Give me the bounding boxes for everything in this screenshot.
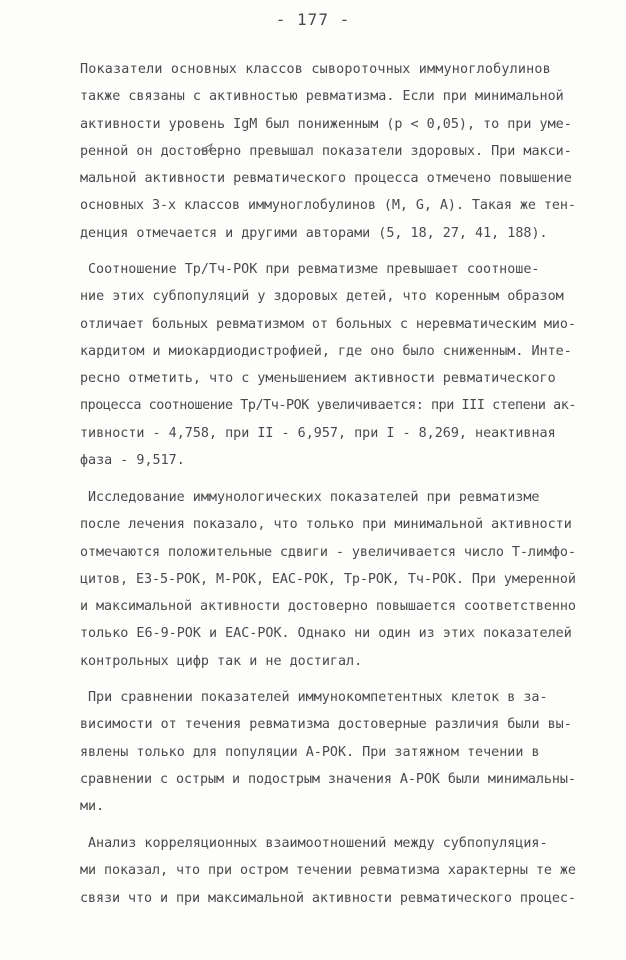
text-line: мальной активности ревматического процесса отмечено повышение <box>80 171 572 187</box>
text-line: отмечаются положительные сдвиги - увеличивается число Т-лимфо- <box>80 544 576 560</box>
pencil-mark-icon <box>200 142 214 152</box>
paragraph-4 <box>80 684 580 820</box>
text-line: активности уровень IgM был пониженным (p < 0,05), то при уме- <box>80 116 572 132</box>
paragraph-1 <box>80 56 580 247</box>
text-line: ние этих субпопуляций у здоровых детей, что коренным образом <box>80 289 564 305</box>
text-line: только Е6-9-РОК и ЕАС-РОК. Однако ни один из этих показателей <box>80 626 572 642</box>
text-line: Исследование иммунологических показателей при ревматизме <box>88 490 540 505</box>
text-line: явлены только для популяции А-РОК. При затяжном течении в <box>80 744 540 760</box>
text-line: фаза - 9,517. <box>80 453 185 469</box>
text-line: Анализ корреляционных взаимоотношений между субпопуляция- <box>88 836 548 851</box>
paragraph-5 <box>80 830 580 912</box>
text-line: также связаны с активностью ревматизма. Если при минимальной <box>80 89 564 105</box>
text-line: Соотношение Тр/Тч-РОК при ревматизме превышает соотноше- <box>88 262 540 277</box>
text-line: При сравнении показателей иммунокомпетентных клеток в за- <box>88 690 548 705</box>
text-line: висимости от течения ревматизма достоверные различия были вы- <box>80 717 572 733</box>
text-line: ми показал, что при остром течении ревматизма характерны те же <box>80 863 576 879</box>
text-line: ренной он достоверно превышал показатели здоровых. При макси- <box>80 143 572 159</box>
paragraph-3 <box>80 484 580 675</box>
text-line: связи что и при максимальной активности ревматического процес- <box>80 890 576 906</box>
text-line: тивности - 4,758, при II - 6,957, при I - 8,269, неактивная <box>80 425 556 441</box>
text-line: цитов, Е3-5-РОК, М-РОК, ЕАС-РОК, Тр-РОК, Тч-РОК. При умеренной <box>80 571 576 587</box>
text-line: контрольных цифр так и не достигал. <box>80 653 363 669</box>
text-line: процесса соотношение Тр/Тч-РОК увеличивается: при III степени ак- <box>80 398 577 414</box>
text-line: Показатели основных классов сывороточных иммуноглобулинов <box>80 62 551 77</box>
text-line: отличает больных ревматизмом от больных с неревматическим мио- <box>80 316 576 332</box>
text-line: кардитом и миокардиодистрофией, где оно было сниженным. Инте- <box>80 343 572 359</box>
text-line: ресно отметить, что с уменьшением активности ревматического <box>80 371 556 387</box>
page-number: - 177 - <box>275 10 351 29</box>
paragraph-2 <box>80 256 580 474</box>
text-line: денция отмечается и другими авторами (5, 18, 27, 41, 188). <box>80 225 548 241</box>
text-line: и максимальной активности достоверно повышается соответственно <box>80 599 576 615</box>
text-line: основных 3-х классов иммуноглобулинов (M, G, A). Такая же тен- <box>80 198 576 214</box>
text-line: после лечения показало, что только при минимальной активности <box>80 517 572 533</box>
text-line: ми. <box>80 799 105 815</box>
text-line: сравнении с острым и подострым значения А-РОК были минимальны- <box>80 771 576 787</box>
